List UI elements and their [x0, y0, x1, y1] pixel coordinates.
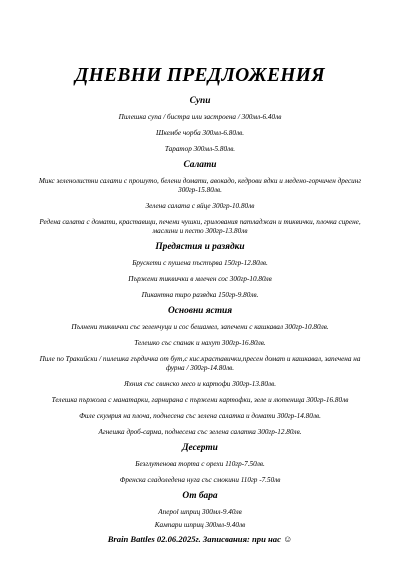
menu-item: Телешка пържола с манатарки, гарнирана с пържени картофки, зеле и лютеница 300гр-16.80лв	[51, 396, 349, 404]
page-title: ДНЕВНИ ПРЕДЛОЖЕНИЯ	[75, 65, 325, 86]
section-starters	[30, 241, 370, 300]
menu-item: Кампари шприц 300мл-9.40лв	[154, 521, 246, 529]
menu-item: Безглутенова торта с орехи 110гр-7.50лв.	[135, 460, 265, 468]
section-heading: Десерти	[182, 443, 218, 453]
menu-item: Редена салата с домати, краставици, печени чушки, грилования патладжан и тиквички, плочка сирене, маслини и песто 300гр-13.80лв	[39, 218, 361, 235]
menu-item: Пикантна тиро разядка 150гр-9.80лв.	[141, 291, 259, 299]
section-heading: Предястия и разядки	[155, 242, 245, 252]
section-heading: Основни ястия	[167, 306, 233, 316]
menu-item: Брускети с пушена пъстърва 150гр-12.80лв.	[132, 259, 268, 267]
section-heading: Супи	[189, 96, 211, 106]
menu-item: Таратор 300мл-5.80лв.	[164, 145, 236, 153]
footer-note	[30, 534, 370, 545]
section-salads	[30, 159, 370, 236]
menu-item: Микс зеленолистни салати с прошуто, белени домати, авокадо, кедрови ядки и медено-горчичен дресинг 300гр-15.80лв.	[38, 177, 362, 194]
menu-item: Яхния със свинско месо и картофи 300гр-13.80лв.	[124, 380, 276, 388]
menu-item: Пържени тиквички в млечен сос 300гр-10.80лв	[128, 275, 272, 283]
section-mains	[30, 305, 370, 437]
menu-item: Пълнени тиквички със зеленчуци и сос бешамел, запечени с кашкавал 300гр-10.80лв.	[71, 323, 329, 331]
menu-item: Агнешка дроб-сарма, поднесена със зелена салатка 300гр-12.80лв.	[98, 428, 302, 436]
menu-item: Френска сладоледена нуга със смокини 110гр -7.50лв	[119, 476, 281, 484]
section-heading: От бара	[182, 491, 218, 501]
menu-item: Пилешка супа / бистра или застроена / 300мл-6.40лв	[118, 113, 282, 121]
smiley-icon: ☺	[283, 534, 293, 544]
menu-item: Апероl шприц 300мл-9.40лв	[158, 508, 242, 516]
menu-item: Пиле по Тракийски / пилешка гърдичка от бут,с кис.краставички,пресен домат и кашкавал, запечена на фурна / 300гр-14.80лв.	[39, 355, 361, 372]
section-soups	[30, 95, 370, 154]
menu-item: Шкембе чорба 300мл-6.80лв.	[155, 129, 245, 137]
menu-item: Филе скумрия на плоча, поднесена със зелена салатка и домати 300гр-14.80лв.	[79, 412, 321, 420]
footer-text: Brain Battles 02.06.2025г. Записвания: при нас	[107, 534, 281, 544]
section-heading: Салати	[183, 160, 217, 170]
section-bar	[30, 490, 370, 530]
menu-content	[30, 95, 370, 545]
section-desserts	[30, 442, 370, 485]
menu-item: Зелена салата с яйце 300гр-10.80лв	[145, 202, 255, 210]
menu-item: Телешко със спанак и нахут 300гр-16.80лв.	[134, 339, 266, 347]
